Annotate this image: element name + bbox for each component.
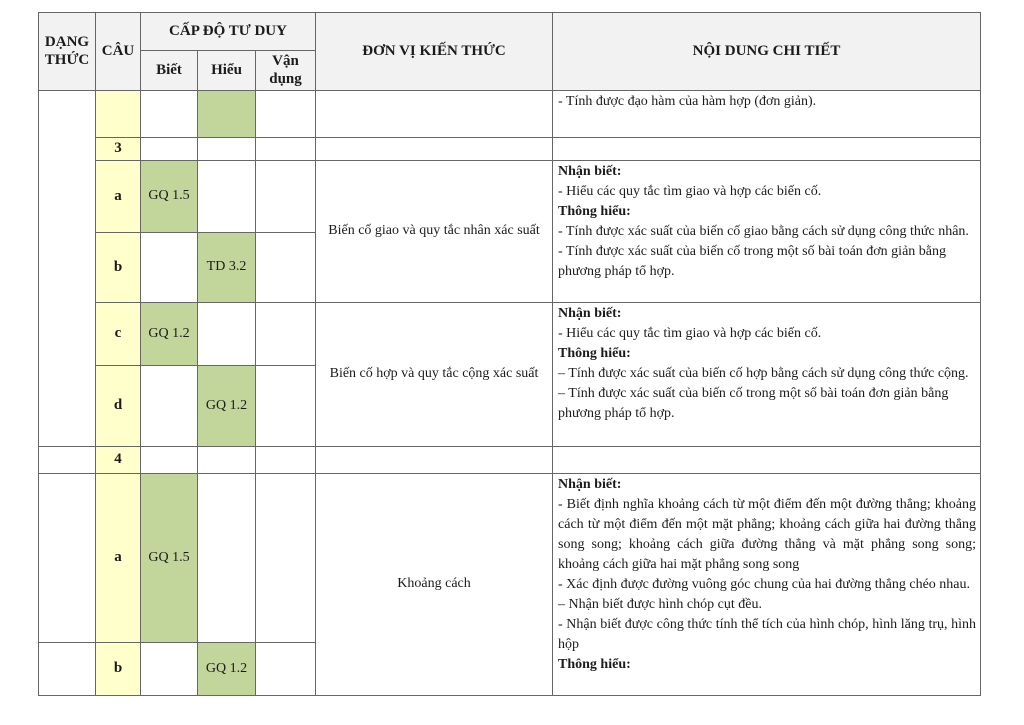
cell-biet-empty: [141, 137, 198, 160]
header-dang-thuc: DẠNG THỨC: [39, 13, 96, 91]
content-heading: Nhận biết:: [558, 305, 622, 321]
content-line: - Hiểu các quy tắc tìm giao và hợp các biến cố.: [558, 325, 822, 341]
cell-vandung-empty: [256, 473, 316, 642]
cell-hieu-empty: [198, 302, 256, 365]
cell-content-derivative: [553, 90, 981, 137]
cell-dangthuc-empty: [39, 473, 96, 642]
content-line: - Tính được xác suất của biến cố giao bằng cách sử dụng công thức nhân.: [558, 223, 969, 239]
content-heading: Thông hiểu:: [558, 656, 631, 672]
cell-vandung-empty: [256, 137, 316, 160]
row-c-hop: [39, 302, 981, 365]
cell-content-bien-co-hop: [553, 302, 981, 446]
cell-cau-empty: [96, 90, 141, 137]
content-line: - Nhận biết được công thức tính thể tích của hình chóp, hình lăng trụ, hình hộp: [558, 616, 977, 652]
cell-hieu-empty: [198, 137, 256, 160]
header-cap-do-tu-duy: CẤP ĐỘ TƯ DUY: [141, 13, 316, 51]
row-a-giao: [39, 160, 981, 232]
specification-matrix-table: [38, 12, 981, 696]
cell-vandung-empty: [256, 446, 316, 473]
cell-cau-d: d: [96, 365, 141, 446]
cell-dangthuc-upper: [39, 90, 96, 446]
row-3: [39, 137, 981, 160]
cell-vandung-empty: [256, 365, 316, 446]
cell-biet-empty: [141, 365, 198, 446]
cell-unit-empty: [316, 90, 553, 137]
content-line: - Xác định được đường vuông góc chung của hai đường thẳng chéo nhau.: [558, 576, 970, 592]
header-hieu: Hiểu: [198, 51, 256, 91]
cell-hieu-green-empty: [198, 90, 256, 137]
cell-vandung-empty: [256, 232, 316, 302]
cell-hieu-gq12-2: GQ 1.2: [198, 642, 256, 695]
header-row-1: [39, 13, 981, 51]
cell-biet-gq15: GQ 1.5: [141, 160, 198, 232]
cell-hieu-td32: TD 3.2: [198, 232, 256, 302]
content-heading: Nhận biết:: [558, 476, 622, 492]
cell-biet-gq15-2: GQ 1.5: [141, 473, 198, 642]
cell-content-bien-co-giao: [553, 160, 981, 302]
content-heading: Nhận biết:: [558, 163, 622, 179]
cell-vandung-empty: [256, 160, 316, 232]
cell-dangthuc-empty: [39, 446, 96, 473]
cell-biet-empty: [141, 642, 198, 695]
cell-biet-empty: [141, 446, 198, 473]
cell-vandung-empty: [256, 642, 316, 695]
content-line: - Biết định nghĩa khoảng cách từ một điểm đến một đường thẳng; khoảng cách từ một điểm đến một mặt phẳng; khoảng cách giữa hai đường thẳng song song; khoảng cách giữa đường thẳng và mặt phẳng song song; khoảng cách giữa hai mặt phẳng song song: [558, 496, 977, 572]
cell-cau-a: a: [96, 160, 141, 232]
cell-cau-b2: b: [96, 642, 141, 695]
cell-biet-gq12: GQ 1.2: [141, 302, 198, 365]
row-continuation: [39, 90, 981, 137]
content-heading: Thông hiểu:: [558, 203, 631, 219]
content-heading: Thông hiểu:: [558, 345, 631, 361]
cell-hieu-empty: [198, 473, 256, 642]
header-van-dung: Vận dụng: [256, 51, 316, 91]
cell-content-empty: [553, 137, 981, 160]
cell-unit-empty: [316, 446, 553, 473]
header-noi-dung-chi-tiet: NỘI DUNG CHI TIẾT: [553, 13, 981, 91]
cell-cau-b: b: [96, 232, 141, 302]
cell-dangthuc-empty: [39, 642, 96, 695]
cell-biet-empty: [141, 232, 198, 302]
cell-cau-3: 3: [96, 137, 141, 160]
content-line: - Tính được đạo hàm của hàm hợp (đơn giản).: [558, 93, 817, 109]
cell-cau-c: c: [96, 302, 141, 365]
content-line: – Tính được xác suất của biến cố hợp bằng cách sử dụng công thức cộng.: [558, 365, 969, 381]
header-cau: CÂU: [96, 13, 141, 91]
row-4: [39, 446, 981, 473]
row-a-khoang-cach: [39, 473, 981, 642]
content-line: - Tính được xác suất của biến cố trong một số bài toán đơn giản bằng phương pháp tổ hợp.: [558, 243, 947, 279]
content-line: - Hiểu các quy tắc tìm giao và hợp các biến cố.: [558, 183, 822, 199]
cell-cau-4: 4: [96, 446, 141, 473]
cell-hieu-empty: [198, 160, 256, 232]
cell-unit-bien-co-hop: Biến cố hợp và quy tắc cộng xác suất: [316, 302, 553, 446]
cell-cau-a2: a: [96, 473, 141, 642]
cell-unit-empty: [316, 137, 553, 160]
cell-vandung-empty: [256, 90, 316, 137]
header-don-vi-kien-thuc: ĐƠN VỊ KIẾN THỨC: [316, 13, 553, 91]
cell-unit-bien-co-giao: Biến cố giao và quy tắc nhân xác suất: [316, 160, 553, 302]
cell-hieu-gq12: GQ 1.2: [198, 365, 256, 446]
cell-unit-khoang-cach: Khoảng cách: [316, 473, 553, 695]
cell-biet-empty: [141, 90, 198, 137]
cell-content-empty: [553, 446, 981, 473]
content-line: – Tính được xác suất của biến cố trong một số bài toán đơn giản bằng phương pháp tổ hợp.: [558, 385, 949, 421]
cell-hieu-empty: [198, 446, 256, 473]
content-line: – Nhận biết được hình chóp cụt đều.: [558, 596, 762, 612]
cell-content-khoang-cach: [553, 473, 981, 695]
header-biet: Biết: [141, 51, 198, 91]
cell-vandung-empty: [256, 302, 316, 365]
